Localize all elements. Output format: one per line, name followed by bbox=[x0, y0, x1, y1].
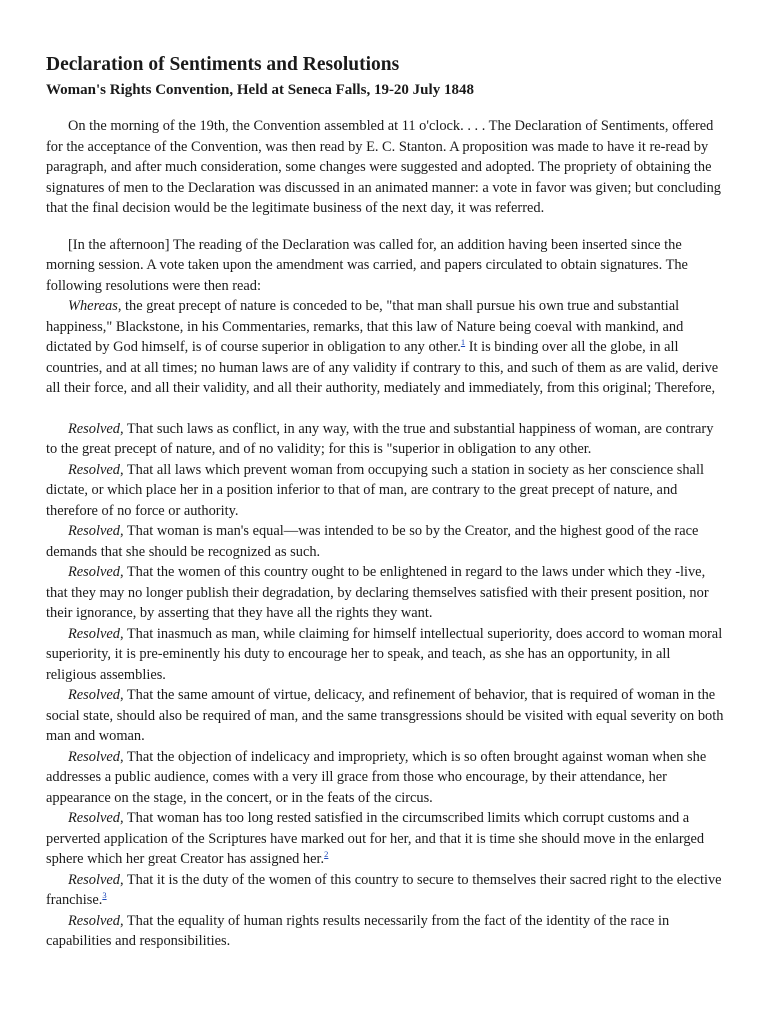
resolved-lead: Resolved bbox=[68, 912, 120, 929]
resolved-lead: Resolved bbox=[68, 687, 120, 703]
resolved-lead: Resolved bbox=[68, 523, 120, 539]
resolved-lead: Resolved bbox=[68, 810, 120, 826]
footnote-link-3[interactable]: 3 bbox=[102, 890, 107, 901]
resolution-paragraph bbox=[46, 911, 724, 952]
page-title: Declaration of Sentiments and Resolutions bbox=[46, 54, 400, 75]
resolutions-list bbox=[46, 419, 724, 952]
resolution-paragraph bbox=[46, 624, 724, 686]
resolution-text: , That it is the duty of the women of this country to secure to themselves their sacred right to the elective franchise. bbox=[46, 871, 722, 908]
resolution-text: , That the equality of human rights results necessarily from the fact of the identity of the race in capabilities and responsibilities. bbox=[46, 912, 670, 949]
resolution-text: , That the women of this country ought to be enlightened in regard to the laws under which they -live, that they may no longer publish their degradation, by declaring themselves satisfied with their present position, nor their ignorance, by asserting that they have all the rights they want. bbox=[46, 564, 709, 621]
resolution-paragraph bbox=[46, 685, 724, 747]
resolution-paragraph bbox=[46, 521, 724, 562]
whereas-text-continued: It is binding over all the globe, in all countries, and at all times; no human laws are of any validity if contrary to this, and such of them as are valid, derive all their force, and all their validity, and all their authority, mediately and immediately, from this original; Therefore, bbox=[46, 339, 719, 396]
resolution-text: , That inasmuch as man, while claiming for himself intellectual superiority, does accord to woman moral superiority, it is pre-eminently his duty to encourage her to speak, and teach, as she has an opportunity, in all religious assemblies. bbox=[46, 625, 723, 683]
page-subtitle: Woman's Rights Convention, Held at Seneca Falls, 19-20 July 1848 bbox=[46, 82, 474, 98]
intro-paragraph: On the morning of the 19th, the Convention assembled at 11 o'clock. . . . The Declaration of Sentiments, offered for the acceptance of the Convention, was then read by E. C. Stanton. A proposition was made to have it re-read by paragraph, and after much consideration, some changes were suggested and adopted. The propriety of obtaining the signatures of men to the Declaration was discussed in an animated manner: a vote in favor was given; but concluding that the final decision would be the legitimate business of the next day, it was referred. bbox=[46, 118, 721, 216]
resolved-lead: Resolved bbox=[68, 420, 120, 437]
resolution-text: , That woman is man's equal—was intended to be so by the Creator, and the highest good of the race demands that she should be recognized as such. bbox=[46, 523, 699, 560]
resolution-text: , That such laws as conflict, in any way, with the true and substantial happiness of woman, are contrary to the great precept of nature, and of no validity; for this is "superior in obligation to any other. bbox=[46, 420, 714, 457]
resolution-paragraph bbox=[46, 562, 724, 624]
resolution-text: , That the same amount of virtue, delicacy, and refinement of behavior, that is required of woman in the social state, should also be required of man, and the same transgressions should be visited with equal severity on both man and woman. bbox=[46, 687, 724, 744]
footnote-link-2[interactable]: 2 bbox=[324, 849, 329, 860]
whereas-paragraph bbox=[46, 296, 724, 399]
footnote-link-1[interactable]: 1 bbox=[460, 337, 466, 348]
resolution-paragraph bbox=[46, 747, 724, 809]
resolution-paragraph bbox=[46, 808, 724, 870]
resolution-text: , That the objection of indelicacy and impropriety, which is so often brought against woman when she addresses a public audience, comes with a very ill grace from those who encourage, by their attendance, her appearance on the stage, in the concert, or in the feats of the circus. bbox=[46, 748, 707, 806]
resolution-paragraph bbox=[46, 419, 724, 460]
whereas-lead: Whereas bbox=[68, 298, 118, 314]
resolution-paragraph bbox=[46, 460, 724, 522]
resolved-lead: Resolved bbox=[68, 564, 120, 580]
resolution-paragraph bbox=[46, 870, 724, 911]
document-page bbox=[46, 52, 724, 952]
resolution-text: , That woman has too long rested satisfied in the circumscribed limits which corrupt customs and a perverted application of the Scriptures have marked out for her, and that it is time she should move in the enlarged sphere which her great Creator has assigned her. bbox=[46, 810, 705, 867]
resolution-text: , That all laws which prevent woman from occupying such a station in society as her conscience shall dictate, or which place her in a position inferior to that of man, are contrary to the great precept of nature, and therefore of no force or authority. bbox=[46, 461, 704, 519]
resolved-lead: Resolved bbox=[68, 748, 120, 765]
whereas-text: , the great precept of nature is conceded to be, "that man shall pursue his own true and substantial happiness," Blackstone, in his Commentaries, remarks, that this law of Nature being coeval with mankind, and dictated by God himself, is of course superior in obligation to any other. bbox=[46, 298, 684, 355]
resolved-lead: Resolved bbox=[68, 871, 120, 888]
resolved-lead: Resolved bbox=[68, 461, 120, 478]
afternoon-paragraph: [In the afternoon] The reading of the Declaration was called for, an addition having been inserted since the morning session. A vote taken upon the amendment was carried, and papers circulated to obtain signatures. The following resolutions were then read: bbox=[46, 236, 688, 294]
resolved-lead: Resolved bbox=[68, 625, 120, 642]
